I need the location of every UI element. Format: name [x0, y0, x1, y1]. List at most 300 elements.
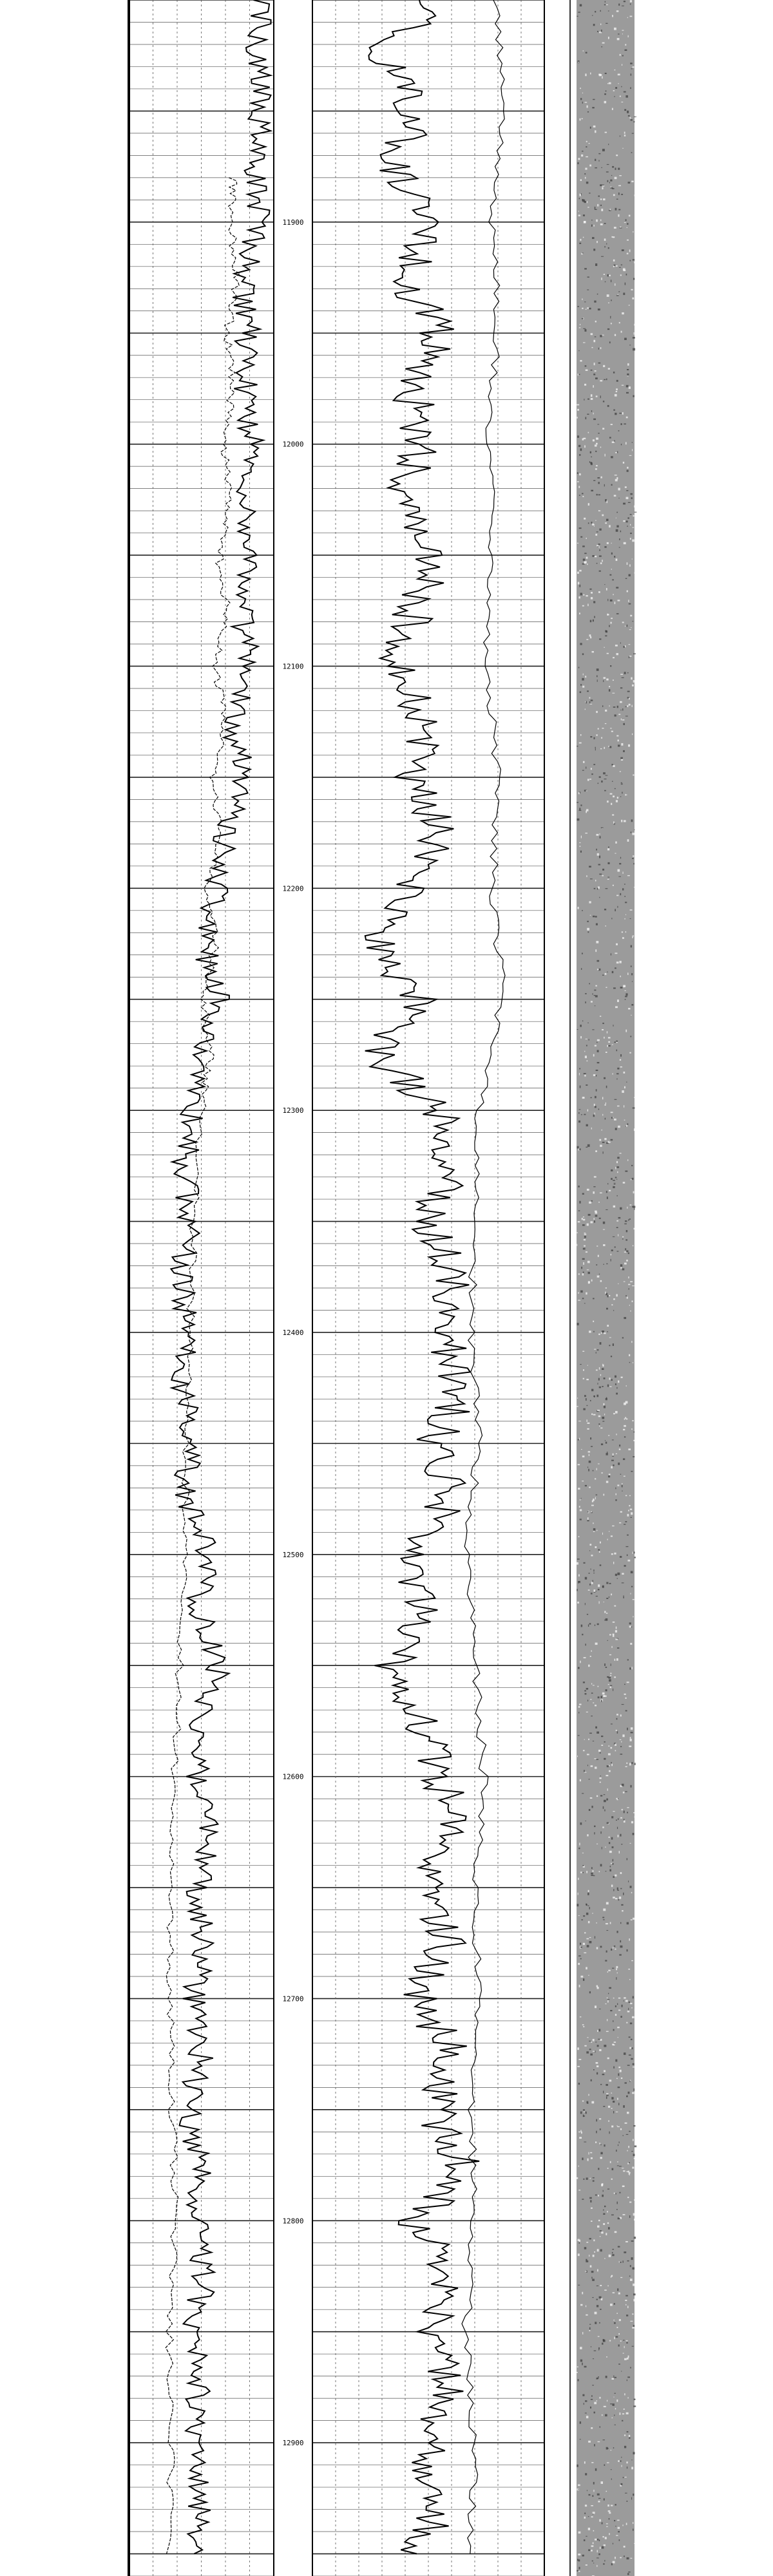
- margin-speckle: [586, 595, 588, 596]
- margin-speckle: [587, 1423, 589, 1424]
- margin-speckle: [607, 405, 609, 407]
- margin-speckle: [613, 821, 615, 824]
- margin-speckle: [612, 441, 615, 443]
- margin-speckle: [632, 1420, 633, 1421]
- margin-speckle: [605, 925, 606, 927]
- margin-speckle: [599, 2297, 602, 2298]
- margin-speckle: [578, 1735, 580, 1736]
- margin-speckle: [618, 1998, 620, 1999]
- margin-speckle: [634, 1551, 635, 1553]
- margin-speckle: [630, 2023, 632, 2025]
- margin-speckle: [630, 909, 633, 911]
- margin-speckle: [630, 1843, 631, 1844]
- margin-speckle: [624, 2346, 625, 2348]
- depth-tick-label: 12600: [282, 1772, 304, 1781]
- margin-speckle: [633, 2299, 635, 2302]
- margin-speckle: [596, 2062, 598, 2064]
- margin-speckle: [625, 990, 626, 991]
- margin-speckle: [624, 1997, 625, 1998]
- margin-speckle: [605, 1118, 606, 1120]
- margin-speckle: [608, 2120, 609, 2121]
- margin-speckle: [590, 2054, 593, 2056]
- margin-speckle: [578, 2285, 580, 2286]
- margin-speckle: [633, 2293, 636, 2295]
- margin-speckle: [588, 1890, 589, 1892]
- margin-speckle: [592, 524, 593, 525]
- margin-speckle: [606, 1618, 608, 1621]
- margin-speckle: [611, 1178, 613, 1180]
- margin-speckle: [622, 1573, 624, 1575]
- margin-speckle: [596, 1947, 598, 1949]
- margin-speckle: [577, 306, 579, 307]
- margin-speckle: [627, 591, 628, 592]
- margin-speckle: [584, 1932, 586, 1933]
- margin-speckle: [583, 2179, 584, 2180]
- margin-speckle: [615, 788, 616, 789]
- margin-speckle: [633, 855, 634, 857]
- margin-speckle: [582, 496, 584, 497]
- margin-speckle: [616, 1179, 617, 1180]
- margin-speckle: [582, 2332, 583, 2334]
- margin-speckle: [600, 1782, 601, 1783]
- margin-speckle: [597, 1276, 600, 1278]
- margin-speckle: [633, 1812, 635, 1814]
- margin-speckle: [589, 1550, 590, 1551]
- margin-speckle: [585, 1643, 586, 1645]
- margin-speckle: [580, 851, 582, 853]
- margin-speckle: [611, 1949, 612, 1951]
- margin-speckle: [584, 2142, 586, 2143]
- margin-speckle: [595, 520, 596, 521]
- margin-speckle: [591, 1683, 592, 1684]
- margin-speckle: [629, 2174, 630, 2175]
- margin-speckle: [590, 1656, 591, 1657]
- margin-speckle: [618, 1835, 619, 1837]
- depth-tick-label: 12000: [282, 440, 304, 449]
- margin-speckle: [586, 141, 587, 142]
- margin-speckle: [624, 109, 626, 111]
- margin-speckle: [610, 1747, 612, 1748]
- margin-speckle: [596, 2378, 598, 2379]
- margin-speckle: [633, 515, 634, 516]
- margin-speckle: [625, 1698, 627, 1699]
- margin-speckle: [629, 215, 630, 217]
- margin-speckle: [591, 597, 593, 599]
- margin-speckle: [578, 1121, 580, 1122]
- margin-speckle: [600, 380, 602, 381]
- margin-speckle: [625, 1546, 628, 1547]
- margin-speckle: [621, 782, 622, 783]
- margin-speckle: [590, 2407, 591, 2409]
- margin-speckle: [586, 1967, 587, 1969]
- margin-speckle: [605, 2537, 607, 2539]
- margin-speckle: [601, 1700, 602, 1701]
- margin-speckle: [588, 522, 589, 524]
- margin-speckle: [630, 1739, 632, 1741]
- margin-speckle: [624, 2251, 626, 2253]
- margin-speckle: [627, 17, 628, 18]
- margin-speckle: [586, 2416, 588, 2418]
- margin-speckle: [595, 167, 597, 168]
- margin-speckle: [624, 338, 627, 341]
- margin-speckle: [620, 1946, 622, 1948]
- margin-speckle: [588, 1665, 589, 1667]
- margin-speckle: [584, 268, 587, 269]
- margin-speckle: [633, 2284, 635, 2286]
- margin-speckle: [600, 1342, 602, 1345]
- margin-speckle: [599, 897, 600, 898]
- margin-speckle: [612, 2044, 614, 2045]
- margin-speckle: [580, 846, 581, 847]
- margin-speckle: [584, 561, 587, 564]
- margin-speckle: [602, 1029, 604, 1030]
- margin-speckle: [622, 1734, 624, 1737]
- margin-speckle: [594, 1220, 595, 1222]
- margin-speckle: [625, 442, 627, 444]
- margin-speckle: [633, 2154, 635, 2155]
- margin-speckle: [596, 1070, 598, 1071]
- margin-speckle: [620, 54, 621, 56]
- margin-speckle: [596, 2072, 598, 2074]
- margin-speckle: [630, 2278, 633, 2281]
- margin-speckle: [592, 1029, 594, 1030]
- margin-speckle: [616, 2313, 618, 2314]
- margin-speckle: [593, 916, 595, 918]
- margin-speckle: [582, 308, 583, 309]
- margin-speckle: [608, 1746, 609, 1747]
- margin-speckle: [608, 1677, 611, 1679]
- margin-speckle: [582, 493, 584, 495]
- margin-speckle: [602, 43, 605, 44]
- margin-speckle: [618, 185, 621, 186]
- margin-speckle: [601, 1443, 603, 1445]
- margin-speckle: [633, 1833, 635, 1835]
- margin-speckle: [606, 1308, 608, 1310]
- margin-speckle: [587, 399, 589, 400]
- margin-speckle: [600, 1752, 601, 1754]
- margin-speckle: [628, 1276, 629, 1278]
- margin-speckle: [632, 449, 633, 451]
- margin-speckle: [577, 2559, 578, 2561]
- margin-speckle: [586, 1084, 587, 1086]
- margin-speckle: [595, 1215, 598, 1217]
- margin-speckle: [577, 409, 579, 411]
- margin-speckle: [627, 875, 630, 876]
- margin-speckle: [586, 1251, 587, 1253]
- margin-speckle: [611, 456, 613, 458]
- margin-speckle: [610, 1673, 611, 1674]
- margin-speckle: [583, 2109, 585, 2110]
- margin-speckle: [628, 115, 630, 117]
- margin-speckle: [622, 1485, 623, 1488]
- margin-speckle: [627, 1659, 629, 1660]
- margin-speckle: [606, 1442, 607, 1444]
- margin-speckle: [591, 2462, 593, 2463]
- margin-speckle: [588, 2494, 590, 2496]
- margin-speckle: [620, 642, 621, 643]
- margin-speckle: [618, 2087, 620, 2088]
- margin-speckle: [580, 448, 582, 451]
- margin-speckle: [599, 2049, 601, 2051]
- margin-speckle: [609, 1654, 611, 1655]
- margin-speckle: [626, 490, 628, 491]
- margin-speckle: [594, 1176, 596, 1177]
- margin-speckle: [605, 1292, 606, 1294]
- margin-speckle: [629, 386, 631, 389]
- margin-speckle: [592, 651, 594, 652]
- margin-speckle: [609, 1583, 611, 1584]
- margin-speckle: [615, 1744, 616, 1746]
- margin-speckle: [609, 437, 611, 438]
- margin-speckle: [619, 2539, 620, 2541]
- margin-speckle: [585, 2473, 587, 2475]
- margin-speckle: [631, 965, 632, 967]
- margin-speckle: [601, 256, 604, 257]
- margin-speckle: [619, 1444, 620, 1446]
- margin-speckle: [627, 2096, 628, 2098]
- margin-speckle: [593, 340, 595, 343]
- margin-speckle: [602, 185, 604, 187]
- margin-speckle: [634, 506, 635, 507]
- margin-speckle: [625, 902, 627, 903]
- depth-tick-label: 11900: [282, 218, 304, 227]
- margin-speckle: [604, 1611, 606, 1613]
- margin-speckle: [592, 237, 595, 239]
- margin-speckle: [606, 2031, 609, 2032]
- margin-speckle: [625, 993, 627, 996]
- margin-speckle: [599, 638, 601, 639]
- margin-speckle: [593, 1321, 594, 1322]
- margin-speckle: [598, 160, 599, 161]
- margin-speckle: [615, 2393, 616, 2394]
- margin-speckle: [602, 1917, 604, 1918]
- margin-speckle: [585, 1577, 587, 1580]
- margin-speckle: [600, 2249, 602, 2252]
- margin-speckle: [579, 1438, 580, 1441]
- margin-speckle: [607, 2189, 609, 2190]
- margin-speckle: [605, 281, 606, 282]
- margin-speckle: [581, 1625, 582, 1627]
- margin-speckle: [614, 1676, 616, 1678]
- margin-speckle: [593, 2543, 594, 2544]
- margin-speckle: [582, 1020, 583, 1021]
- margin-speckle: [627, 1949, 628, 1951]
- margin-speckle: [611, 918, 612, 919]
- margin-speckle: [578, 1273, 580, 1274]
- margin-speckle: [596, 545, 598, 546]
- margin-speckle: [631, 68, 633, 69]
- margin-speckle: [629, 250, 631, 252]
- margin-speckle: [600, 836, 601, 838]
- margin-speckle: [577, 481, 579, 482]
- margin-speckle: [631, 1428, 633, 1430]
- margin-speckle: [622, 33, 623, 34]
- margin-speckle: [599, 1387, 601, 1388]
- margin-speckle: [607, 294, 609, 297]
- depth-tick-label: 12100: [282, 662, 304, 671]
- margin-speckle: [622, 55, 624, 57]
- margin-speckle: [634, 2199, 635, 2201]
- margin-speckle: [591, 1875, 593, 1876]
- margin-speckle: [604, 93, 606, 95]
- margin-speckle: [606, 1902, 609, 1905]
- margin-speckle: [605, 132, 607, 133]
- margin-speckle: [631, 181, 634, 182]
- margin-speckle: [597, 1349, 599, 1350]
- margin-speckle: [621, 2465, 622, 2467]
- margin-speckle: [604, 1663, 606, 1666]
- margin-speckle: [610, 2010, 612, 2011]
- margin-speckle: [600, 1280, 602, 1282]
- margin-speckle: [607, 1788, 608, 1791]
- margin-speckle: [580, 98, 582, 100]
- margin-speckle: [624, 2409, 625, 2410]
- margin-speckle: [577, 1323, 579, 1325]
- margin-speckle: [595, 207, 596, 209]
- margin-speckle: [628, 600, 629, 602]
- margin-speckle: [593, 480, 595, 481]
- margin-speckle: [577, 1397, 578, 1398]
- margin-speckle: [577, 404, 579, 406]
- margin-speckle: [591, 1128, 592, 1130]
- margin-speckle: [594, 990, 596, 991]
- margin-speckle: [598, 2029, 600, 2031]
- margin-speckle: [629, 1667, 631, 1669]
- margin-speckle: [603, 1222, 605, 1224]
- margin-speckle: [630, 2558, 632, 2559]
- margin-speckle: [595, 130, 596, 133]
- margin-speckle: [605, 73, 607, 74]
- margin-speckle: [578, 2553, 580, 2555]
- margin-speckle: [598, 2039, 600, 2040]
- margin-speckle: [616, 265, 618, 267]
- margin-speckle: [623, 503, 625, 505]
- margin-speckle: [603, 2439, 605, 2440]
- margin-speckle: [589, 1937, 591, 1938]
- margin-speckle: [627, 2260, 629, 2262]
- margin-speckle: [580, 2112, 582, 2114]
- margin-speckle: [615, 853, 616, 854]
- margin-speckle: [629, 1979, 631, 1980]
- margin-speckle: [588, 1214, 591, 1216]
- margin-speckle: [585, 676, 586, 677]
- margin-speckle: [620, 531, 621, 533]
- margin-speckle: [630, 615, 632, 617]
- margin-speckle: [618, 600, 620, 601]
- margin-speckle: [604, 2544, 606, 2546]
- margin-speckle: [589, 1202, 591, 1204]
- margin-speckle: [597, 2269, 598, 2272]
- margin-speckle: [597, 2030, 598, 2032]
- margin-speckle: [629, 574, 631, 576]
- margin-speckle: [616, 1294, 617, 1297]
- margin-speckle: [622, 385, 624, 386]
- margin-speckle: [607, 653, 609, 654]
- margin-speckle: [583, 761, 585, 763]
- margin-speckle: [579, 570, 581, 572]
- margin-speckle: [613, 1889, 614, 1891]
- margin-speckle: [613, 2029, 615, 2031]
- margin-speckle: [608, 746, 609, 747]
- margin-speckle: [625, 1171, 627, 1172]
- margin-speckle: [582, 1273, 584, 1275]
- margin-speckle: [599, 874, 602, 875]
- margin-speckle: [635, 194, 636, 196]
- margin-speckle: [587, 1061, 588, 1062]
- margin-speckle: [624, 1072, 625, 1074]
- margin-speckle: [634, 1208, 635, 1210]
- margin-speckle: [608, 1041, 610, 1043]
- margin-speckle: [615, 413, 616, 415]
- margin-speckle: [586, 2315, 587, 2316]
- margin-speckle: [604, 1758, 606, 1760]
- margin-speckle: [602, 560, 603, 562]
- margin-speckle: [624, 1317, 626, 1319]
- margin-speckle: [596, 1985, 598, 1987]
- margin-speckle: [589, 589, 591, 590]
- margin-speckle: [603, 365, 605, 367]
- margin-speckle: [617, 2161, 618, 2162]
- margin-speckle: [627, 467, 628, 469]
- margin-speckle: [602, 1386, 603, 1387]
- margin-speckle: [615, 1659, 616, 1661]
- margin-speckle: [631, 2497, 632, 2500]
- margin-speckle: [617, 869, 620, 872]
- margin-speckle: [614, 1553, 616, 1555]
- margin-speckle: [593, 413, 594, 415]
- margin-speckle: [624, 1251, 627, 1252]
- margin-speckle: [604, 2070, 606, 2072]
- margin-speckle: [626, 1251, 628, 1253]
- margin-speckle: [600, 1864, 602, 1866]
- margin-speckle: [582, 2363, 583, 2365]
- margin-speckle: [616, 1966, 618, 1968]
- margin-speckle: [596, 2557, 599, 2558]
- margin-speckle: [631, 2058, 633, 2060]
- margin-speckle: [598, 1423, 600, 1425]
- margin-speckle: [584, 1073, 586, 1074]
- margin-speckle: [599, 529, 601, 531]
- margin-speckle: [602, 1142, 605, 1143]
- margin-speckle: [602, 1097, 603, 1099]
- margin-speckle: [582, 1298, 584, 1299]
- margin-speckle: [578, 1221, 580, 1222]
- margin-speckle: [603, 2091, 604, 2094]
- margin-speckle: [628, 744, 630, 747]
- margin-speckle: [590, 1699, 591, 1700]
- left-track-grid: [129, 0, 274, 2576]
- margin-speckle: [617, 38, 620, 40]
- margin-speckle: [608, 10, 609, 11]
- margin-speckle: [585, 177, 586, 179]
- margin-speckle: [578, 61, 580, 63]
- margin-speckle: [620, 1922, 621, 1924]
- margin-speckle: [591, 773, 593, 775]
- margin-speckle: [619, 2192, 620, 2193]
- margin-speckle: [587, 1144, 590, 1147]
- margin-speckle: [630, 1737, 631, 1739]
- margin-speckle: [609, 2255, 611, 2257]
- margin-speckle: [578, 1848, 580, 1849]
- margin-speckle: [579, 243, 581, 244]
- margin-speckle: [578, 1464, 580, 1465]
- margin-speckle: [595, 1727, 597, 1728]
- margin-speckle: [598, 1255, 599, 1257]
- margin-speckle: [609, 1345, 610, 1346]
- margin-speckle: [633, 1440, 635, 1441]
- margin-speckle: [625, 1766, 627, 1767]
- margin-speckle: [623, 1893, 624, 1895]
